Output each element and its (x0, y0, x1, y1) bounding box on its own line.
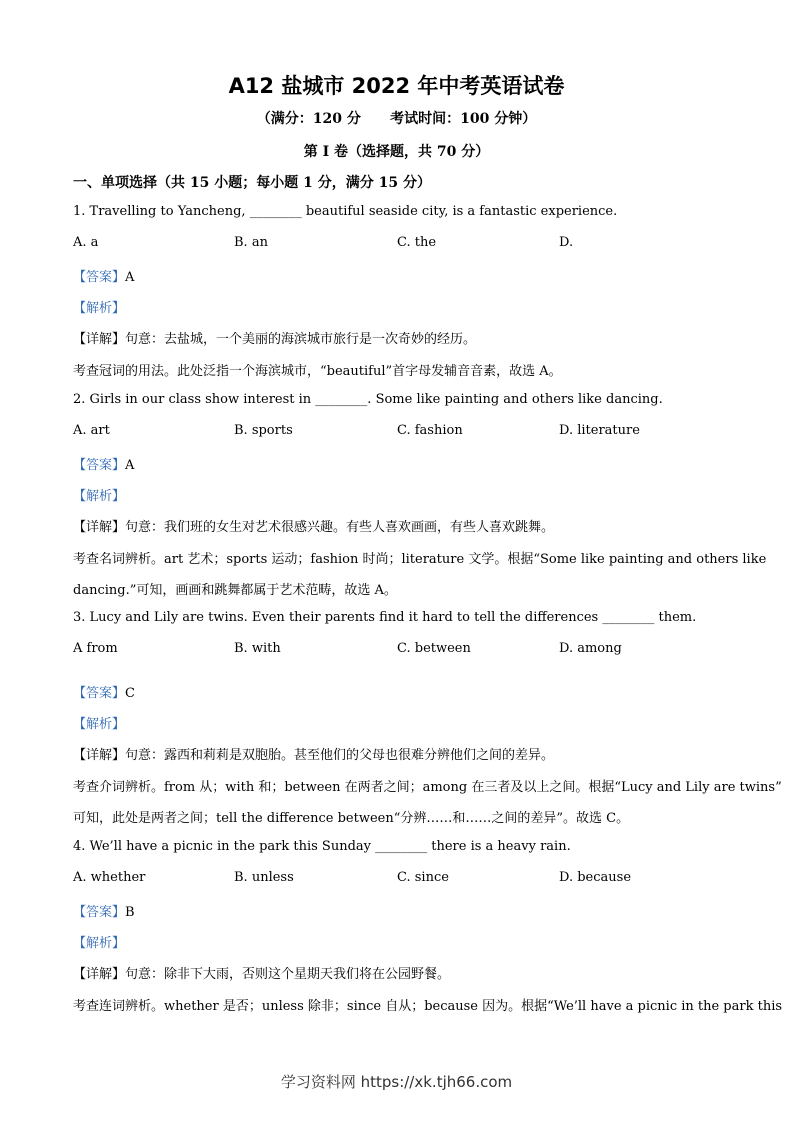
part-heading: 第 I 卷（选择题，共 70 分） (303, 144, 490, 160)
question-stem: 3. Lucy and Lily are twins. Even their parents find it hard to tell the differences ________ them. (73, 610, 697, 625)
analysis-line (73, 713, 723, 732)
option: C. fashion (397, 423, 463, 438)
detail-line (73, 963, 723, 982)
option: C. between (397, 641, 471, 656)
option: D. among (559, 641, 622, 656)
analysis-tag: 【解析】 (73, 489, 126, 504)
detail-line (73, 328, 723, 347)
answer-value: A (125, 458, 135, 473)
detail-line (73, 516, 723, 535)
analysis-tag: 【解析】 (73, 301, 126, 316)
answer-tag: 【答案】 (73, 458, 126, 473)
detail-tag: 【详解】 (73, 332, 126, 347)
option: D. because (559, 870, 632, 885)
option: C. since (397, 870, 449, 885)
option: A. whether (73, 870, 146, 885)
detail-tag: 【详解】 (73, 748, 126, 763)
detail-line (73, 744, 723, 763)
detail-tag: 【详解】 (73, 520, 126, 535)
answer-value: B (125, 905, 135, 920)
answer-value: A (125, 270, 135, 285)
option: A. a (73, 235, 99, 250)
answer-line (73, 682, 723, 701)
options-row (73, 870, 723, 888)
detail-text: 句意：除非下大雨，否则这个星期天我们将在公园野餐。 (125, 967, 451, 982)
analysis-line (73, 485, 723, 504)
option: B. an (234, 235, 268, 250)
explain-line: 考查冠词的用法。此处泛指一个海滨城市，“beautiful”首字母发辅音音素，故选 A。 (73, 364, 562, 379)
explain-line: 考查连词辨析。whether 是否；unless 除非；since 自从；because 因为。根据“We’ll have a picnic in the park this (73, 999, 783, 1014)
explain-line: 考查介词辨析。from 从；with 和；between 在两者之间；among 在三者及以上之间。根据“Lucy and Lily are twins” (73, 780, 782, 795)
analysis-tag: 【解析】 (73, 936, 126, 951)
explain-line: 考查名词辨析。art 艺术；sports 运动；fashion 时尚；literature 文学。根据“Some like painting and others like (73, 552, 767, 567)
option: A from (73, 641, 118, 656)
answer-value: C (125, 686, 135, 701)
analysis-tag: 【解析】 (73, 717, 126, 732)
options-row (73, 235, 723, 253)
answer-tag: 【答案】 (73, 686, 126, 701)
question-stem: 4. We’ll have a picnic in the park this Sunday ________ there is a heavy rain. (73, 839, 571, 854)
option: C. the (397, 235, 437, 250)
options-row (73, 423, 723, 441)
analysis-line (73, 297, 723, 316)
answer-tag: 【答案】 (73, 270, 126, 285)
option: B. unless (234, 870, 294, 885)
question-stem: 2. Girls in our class show interest in ________. Some like painting and others like dancing. (73, 392, 663, 407)
answer-line (73, 266, 723, 285)
section-heading: 一、单项选择（共 15 小题；每小题 1 分，满分 15 分） (73, 175, 431, 191)
option: B. with (234, 641, 281, 656)
option: D. (559, 235, 574, 250)
detail-text: 句意：去盐城，一个美丽的海滨城市旅行是一次奇妙的经历。 (125, 332, 477, 347)
exam-info: （满分：120 分 考试时间：100 分钟） (256, 111, 537, 127)
question-stem: 1. Travelling to Yancheng, ________ beautiful seaside city, is a fantastic experience. (73, 204, 618, 219)
footer-watermark: 学习资料网 https://xk.tjh66.com (280, 1073, 513, 1091)
option: D. literature (559, 423, 640, 438)
option: B. sports (234, 423, 293, 438)
answer-tag: 【答案】 (73, 905, 126, 920)
options-row (73, 641, 723, 659)
detail-text: 句意：露西和莉莉是双胞胎。甚至他们的父母也很难分辨他们之间的差异。 (125, 748, 555, 763)
explain-line: 可知，此处是两者之间；tell the difference between“分辨……和……之间的差异”。故选 C。 (73, 811, 630, 826)
answer-line (73, 901, 723, 920)
answer-line (73, 454, 723, 473)
option: A. art (73, 423, 110, 438)
page-title: A12 盐城市 2022 年中考英语试卷 (228, 74, 565, 98)
detail-text: 句意：我们班的女生对艺术很感兴趣。有些人喜欢画画，有些人喜欢跳舞。 (125, 520, 555, 535)
analysis-line (73, 932, 723, 951)
detail-tag: 【详解】 (73, 967, 126, 982)
explain-line: dancing.”可知，画画和跳舞都属于艺术范畴，故选 A。 (73, 583, 397, 598)
